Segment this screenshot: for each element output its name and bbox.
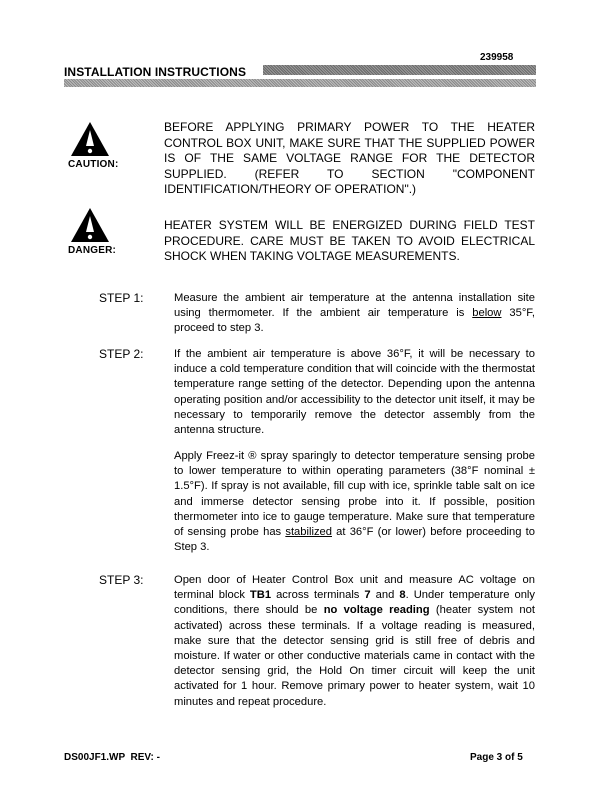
danger-label: DANGER:: [68, 245, 117, 256]
step-3-t3: and: [370, 589, 400, 602]
step-3-t4: . Under temperature only conditions, there should be: [174, 589, 536, 617]
step-3-label: STEP 3:: [99, 573, 144, 587]
step-2-text-a: Apply Freez-it ® spray sparingly to detector temperature sensing probe to lower temperature to within operating parameters (38°F nominal ± 1.5°F). If spray is not available, fill cup with ice, sprinkle table salt on ice and immerse detector sensing probe into it. If possible, position thermometer into ice to gauge temperature. Make sure that temperature of sensing probe has: [174, 450, 535, 539]
header-hatch-bar-full: [64, 79, 536, 87]
step-3-terminal-a: 7: [364, 589, 371, 602]
page-title: INSTALLATION INSTRUCTIONS: [64, 65, 247, 79]
step-2-paragraph-2: [174, 449, 535, 555]
header-hatch-bar: [263, 65, 536, 75]
step-1-text-underline: below: [472, 307, 502, 320]
step-1-text-b: 35°F, proceed to step 3.: [174, 307, 536, 335]
danger-warning-triangle-icon: [70, 207, 110, 243]
step-3-terminal-b: 8: [399, 589, 406, 602]
footer-page-number: Page 3 of 5: [470, 752, 523, 763]
document-number: 239958: [480, 52, 514, 63]
step-3-terminal-block: TB1: [249, 589, 272, 602]
caution-label: CAUTION:: [68, 159, 119, 170]
step-3-no-voltage: no voltage reading: [323, 604, 430, 617]
danger-text: HEATER SYSTEM WILL BE ENERGIZED DURING FIELD TEST PROCEDURE. CARE MUST BE TAKEN TO AVOID ELECTRICAL SHOCK WHEN TAKING VOLTAGE MEASUREMENTS.: [164, 218, 535, 263]
step-2-paragraph-1: If the ambient air temperature is above 36°F, it will be necessary to induce a cold temperature condition that will coincide with the thermostat temperature range setting of the detector. Depending upon the antenna operating position and/or accessibility to the detector unit itself, it may be necessary to temporarily remove the detector assembly from the antenna structure.: [174, 348, 535, 437]
step-3-t2: across terminals: [271, 589, 365, 602]
step-1-label: STEP 1:: [99, 291, 144, 305]
step-3-t5: (heater system not activated) across these terminals. If a voltage reading is measured, make sure that the detector sensing grid is still free of debris and moisture. If water or other conductive materials came in contact with the detector sensing grid, the Hold On timer circuit will keep the unit activated for 1 hour. Remove primary power to heater system, wait 10 minutes and repeat procedure.: [174, 604, 535, 708]
step-3-text: [174, 573, 535, 710]
caution-text: BEFORE APPLYING PRIMARY POWER TO THE HEATER CONTROL BOX UNIT, MAKE SURE THAT THE SUPPLIED POWER IS OF THE SAME VOLTAGE RANGE FOR THE DETECTOR SUPPLIED. (REFER TO SECTION "COMPONENT IDENTIFICATION/THEORY OF OPERATION".): [164, 120, 535, 196]
step-1-text-a: Measure the ambient air temperature at the antenna installation site using thermometer. If the ambient air temperature is: [174, 292, 535, 320]
step-2-text-underline: stabilized: [285, 526, 332, 539]
step-2-text-b: at 36°F (or lower) before proceeding to Step 3.: [174, 526, 535, 554]
caution-warning-triangle-icon: [70, 121, 110, 157]
step-3-t1: Open door of Heater Control Box unit and measure AC voltage on terminal block: [174, 574, 535, 602]
step-2-label: STEP 2:: [99, 347, 144, 361]
step-1-text: [174, 291, 535, 337]
footer-doc-revision: DS00JF1.WP REV: -: [64, 752, 160, 763]
